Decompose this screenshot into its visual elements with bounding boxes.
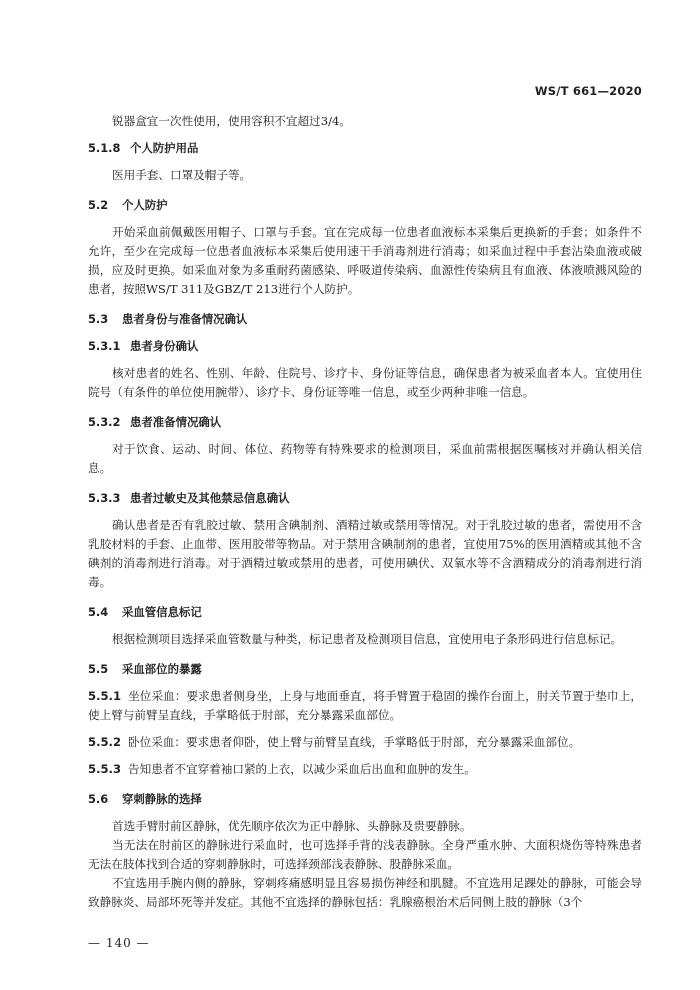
- clause-text: 坐位采血：要求患者侧身坐，上身与地面垂直，将手臂置于稳固的操作台面上，肘关节置于垫巾上，使上臂与前臂呈直线，手掌略低于肘部，充分暴露采血部位。: [88, 689, 642, 722]
- paragraph-vein-avoid: 不宜选用手腕内侧的静脉，穿刺疼痛感明显且容易损伤神经和肌腱。不宜选用足踝处的静脉，可能会导致静脉炎、局部坏死等并发症。其他不宜选择的静脉包括：乳腺癌根治术后同侧上肢的静脉（3个: [88, 876, 642, 909]
- heading-title: 穿刺静脉的选择: [122, 792, 202, 806]
- heading-5-3-1: [88, 337, 642, 356]
- paragraph-preparation-check: 对于饮食、运动、时间、体位、药物等有特殊要求的检测项目，采血前需根据医嘱核对并确认相关信息。: [88, 442, 642, 475]
- heading-number: 5.3.1: [88, 339, 121, 353]
- paragraph-identity-check: 核对患者的姓名、性别、年龄、住院号、诊疗卡、身份证等信息，确保患者为被采血者本人。宜使用住院号（有条件的单位使用腕带）、诊疗卡、身份证等唯一信息，或至少两种非唯一信息。: [88, 366, 642, 399]
- paragraph-personal-protection: 开始采血前佩戴医用帽子、口罩与手套。宜在完成每一位患者血液标本采集后更换新的手套；如条件不允许，至少在完成每一位患者血液标本采集后使用速干手消毒剂进行消毒；如采血过程中手套沾染血液或破损，应及时更换。如采血对象为多重耐药菌感染、呼吸道传染病、血源性传染病且有血液、体液喷溅风险的患者，按照WS/T 311及GBZ/T 213进行个人防护。: [88, 225, 642, 296]
- heading-5-4: [88, 603, 642, 622]
- clause-5-5-3: [88, 760, 642, 779]
- heading-title: 患者身份与准备情况确认: [122, 312, 248, 326]
- paragraph-sharps-box: 锐器盒宜一次性使用，使用容积不宜超过3/4。: [112, 114, 351, 128]
- paragraph-tube-labeling: 根据检测项目选择采血管数量与种类，标记患者及检测项目信息，宜使用电子条形码进行信息标记。: [112, 632, 623, 646]
- heading-5-3-2: [88, 413, 642, 432]
- heading-number: 5.6: [88, 792, 109, 806]
- clause-number: 5.5.2: [88, 735, 122, 749]
- heading-title: 个人防护: [122, 198, 168, 212]
- clause-number: 5.5.3: [88, 762, 122, 776]
- heading-title: 个人防护用品: [130, 141, 199, 155]
- heading-title: 采血部位的暴露: [122, 662, 202, 676]
- heading-number: 5.3.3: [88, 491, 121, 505]
- heading-5-3-3: [88, 489, 642, 508]
- clause-5-5-1: [88, 687, 642, 725]
- clause-5-5-2: [88, 733, 642, 752]
- heading-number: 5.2: [88, 198, 109, 212]
- paragraph-ppe-items: 医用手套、口罩及帽子等。: [112, 168, 252, 182]
- clause-text: 卧位采血：要求患者仰卧，使上臂与前臂呈直线，手掌略低于肘部，充分暴露采血部位。: [128, 735, 581, 749]
- standard-code: WS/T 661—2020: [534, 84, 642, 98]
- page-number: — 140 —: [88, 936, 150, 950]
- heading-5-6: [88, 790, 642, 809]
- heading-5-1-8: [88, 139, 642, 158]
- heading-5-2: [88, 196, 642, 215]
- clause-number: 5.5.1: [88, 689, 122, 703]
- heading-number: 5.5: [88, 662, 109, 676]
- paragraph-allergy-check: 确认患者是否有乳胶过敏、禁用含碘制剂、酒精过敏或禁用等情况。对于乳胶过敏的患者，需使用不含乳胶材料的手套、止血带、医用胶带等物品。对于禁用含碘制剂的患者，宜使用75%的医用酒精或其他不含碘剂的消毒剂进行消毒。对于酒精过敏或禁用的患者，可使用碘伏、双氧水等不含酒精成分的消毒剂进行消毒。: [88, 518, 642, 589]
- heading-5-5: [88, 660, 642, 679]
- document-body: [88, 112, 642, 912]
- paragraph-vein-preference: 首选手臂肘前区静脉，优先顺序依次为正中静脉、头静脉及贵要静脉。: [112, 819, 472, 833]
- heading-5-3: [88, 310, 642, 329]
- heading-title: 患者准备情况确认: [130, 415, 222, 429]
- heading-number: 5.4: [88, 605, 109, 619]
- clause-text: 告知患者不宜穿着袖口紧的上衣，以减少采血后出血和血肿的发生。: [128, 762, 476, 776]
- heading-number: 5.3: [88, 312, 109, 326]
- heading-number: 5.1.8: [88, 141, 121, 155]
- heading-number: 5.3.2: [88, 415, 121, 429]
- heading-title: 采血管信息标记: [122, 605, 202, 619]
- paragraph-vein-alternative: 当无法在肘前区的静脉进行采血时，也可选择手背的浅表静脉。全身严重水肿、大面积烧伤等特殊患者无法在肢体找到合适的穿刺静脉时，可选择颈部浅表静脉、股静脉采血。: [88, 838, 642, 871]
- heading-title: 患者过敏史及其他禁忌信息确认: [130, 491, 290, 505]
- heading-title: 患者身份确认: [130, 339, 199, 353]
